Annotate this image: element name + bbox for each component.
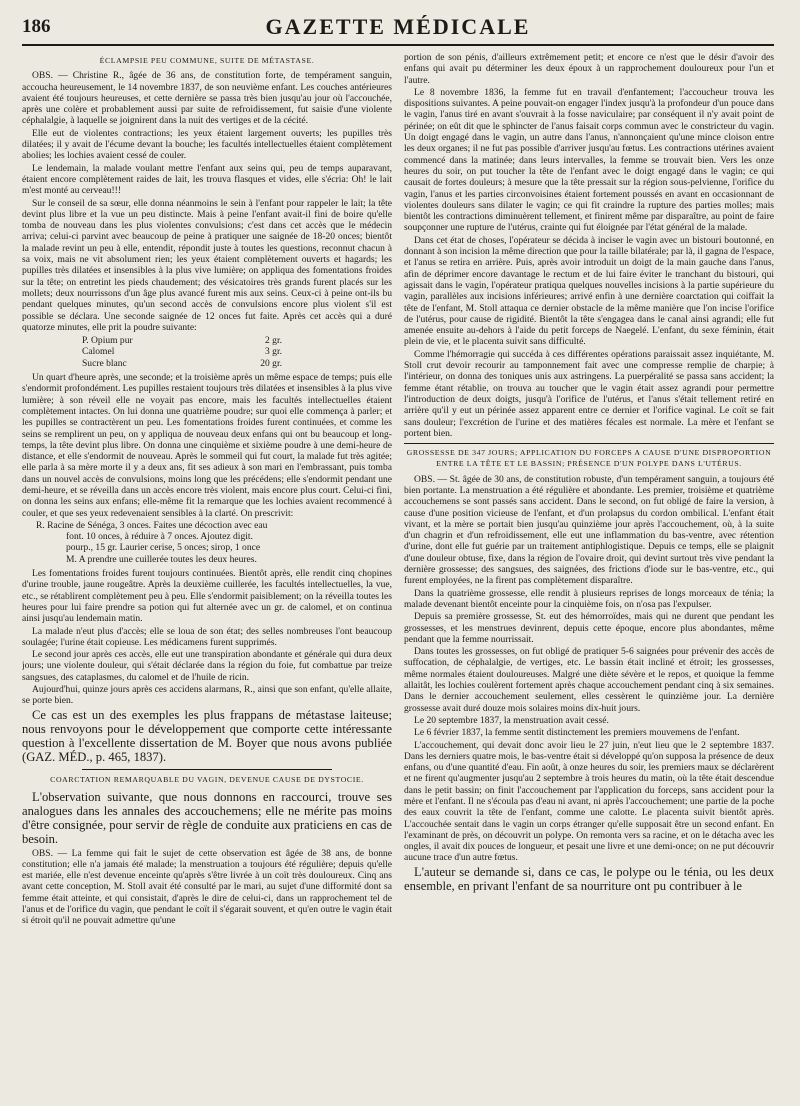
paragraph: Le second jour après ces accès, elle eut une transpiration abondante et générale qui dura deux jours; une violente douleur, qui s'était déclarée dans la région du foie, fut combattue par treize sangsues, des cataplasmes, du calomel et de l'huile de ricin.: [22, 649, 392, 683]
prescription-decoction: [36, 520, 392, 565]
prescription-row: [82, 358, 282, 369]
paragraph: Dans la quatrième grossesse, elle rendit à plusieurs reprises de longs morceaux de ténia; la malade devenant bientôt enceinte pour la cinquième fois, on n'osa pas l'expulser.: [404, 587, 774, 610]
page-header: [22, 14, 774, 46]
paragraph: Le lendemain, la malade voulant mettre l'enfant aux seins qui, peu de temps auparavant, étaient encore complètement raides de lait, les trouva flasques et vides, elle s'écria: Oh! le lait m'est monté au cerveau!!!: [22, 162, 392, 197]
section-title-coarctation: COARCTATION REMARQUABLE DU VAGIN, DEVENUE CAUSE DE DYSTOCIE.: [50, 775, 364, 785]
editorial-note: Ce cas est un des exemples les plus frappans de métastase laiteuse; nous renvoyons pour le développement que comporte cette intéressante question à l'excellente dissertation de M. Boyer que nous avons publiée (GAZ. MÉD., p. 465, 1837).: [22, 707, 392, 765]
two-column-body: [22, 52, 774, 1104]
prescription-line: pourp., 15 gr. Laurier cerise, 5 onces; sirop, 1 once: [66, 542, 261, 554]
prescription-row: [82, 346, 282, 357]
section-title-eclampsie: ÉCLAMPSIE PEU COMMUNE, SUITE DE MÉTASTASE.: [99, 56, 315, 65]
prescription-row: [82, 335, 282, 346]
editorial-intro: L'observation suivante, que nous donnons en raccourci, trouve ses analogues dans les annales des accouchemens; elle ne mérite pas moins d'être consignée, pour servir de règle de conduite aux praticiens en cas de besoin.: [22, 789, 392, 847]
paragraph: portion de son pénis, d'ailleurs extrêmement petit; et encore ce n'est que le désir d'avoir des enfans qui avait pu déterminer les deux époux à un rapprochement douloureux pour l'un et l'autre.: [404, 52, 774, 86]
section-divider: [82, 769, 332, 770]
paragraph: Le 6 février 1837, la femme sentit distinctement les premiers mouvemens de l'enfant.: [414, 727, 740, 739]
drug-dose: 2 gr.: [265, 335, 282, 347]
paragraph: OBS. — St. âgée de 30 ans, de constitution robuste, d'un tempérament sanguin, a toujours été bien portante. La menstruation a été régulière et abondante. Les premier, troisième et quatrième accouchemens se sont passés sans accident. Dans le second, on fut obligé de faire la version, à cause d'une position vicieuse de l'enfant, et d'un prolapsus du cordon ombilical. L'enfant était vivant, et la mère se portait bien jusqu'au quinzième jour après l'accouchement, où, à la suite d'un chagrin et d'un refroidissement, elle eut une inflammation du bas-ventre, avec rétention d'urine, dont elle fut guérie par un traitement antiphlogistique. Depuis ce temps, elle se plaignit d'une douleur obtuse, fixe, dans la région de l'ovaire droit, qui devint surtout très vive pendant la dernière grossesse; des sangsues, des saignées, des frictions d'iode sur le bas-ventre, etc., qui furent employées, ne la firent pas complètement disparaître.: [404, 473, 774, 587]
journal-title: GAZETTE MÉDICALE: [265, 14, 531, 39]
paragraph: Elle eut de violentes contractions; les yeux étaient largement ouverts; les pupilles très dilatées; il y avait de l'écume devant la bouche; les facultés intellectuelles étaient complètement abolies; les lochies avaient cessé de couler.: [22, 127, 392, 162]
author-comment: L'auteur se demande si, dans ce cas, le polype ou le ténia, ou les deux ensemble, en privant l'enfant de sa nourriture ont pu contribuer à le: [404, 864, 774, 893]
paragraph: Un quart d'heure après, une seconde; et la troisième après un même espace de temps; puis elle s'endormit profondément. Les pupilles restaient toujours très dilatées et insensibles à la plus vive lumière; à son réveil elle ne voyait pas encore, mais les facultés intellectuelles étaient complètement intactes. On lui donna une quatrième poudre; sur quoi elle commença à parler; et les pupilles se contractèrent un peu. Les fomentations froides furent continuées, et comme les seins se remplirent un peu, on y appliqua de nouveau deux enfans qui ont bu beaucoup et long-temps, la tête devint plus libre. On donna une cinquième et sixième poudre à une demi-heure de distance, et elle s'endormit de nouveau. Après le sommeil qui fut court, la malade fut très agitée; elle parla à sa mère morte il y a deux ans, fit ses adieux à son mari en l'embrassant, puis tomba dans un nouvel accès de convulsions, moins long que les précédens; elle s'endormit pendant une demi-heure, et se réveilla dans un accès encore très violent, mais encore plus court. Celui-ci fini, on donna les seins aux enfans; elle-même fit la remarque que les lochies avaient recommencé à couler, et que ses yeux redevenaient sensibles à la clarté. On prescrivit:: [22, 372, 392, 519]
paragraph: La malade n'eut plus d'accès; elle se loua de son état; des selles nombreuses l'ont beaucoup soulagée; l'urine était copieuse. Les médicamens furent supprimés.: [22, 625, 392, 648]
prescription-line: font. 10 onces, à réduire à 7 onces. Ajoutez digit.: [66, 531, 253, 543]
prescription-line: R. Racine de Sénéga, 3 onces. Faites une décoction avec eau: [36, 519, 268, 531]
paragraph: OBS. — La femme qui fait le sujet de cette observation est âgée de 38 ans, de bonne constitution; elle n'a jamais été malade; la menstruation a toujours été régulière; depuis qu'elle est mariée, elle n'est devenue enceinte qu'après s'être livrée à un coït très douloureux. Cinq ans avant cette conception, M. Stoll avait été consulté par le mari, au sujet d'une difformité dont sa femme était atteinte, et qui consistait, d'après le dire de celui-ci, dans un rapprochement tel de l'anus et de l'orifice du vagin, que pendant le coït il s'égarait souvent, et qu'en outre le vagin était si étroit qu'il ne pouvait admettre qu'une: [22, 847, 392, 927]
paragraph: OBS. — Christine R., âgée de 36 ans, de constitution forte, de tempérament sanguin, accoucha heureusement, le 14 novembre 1837, de son neuvième enfant. Les couches antérieures avaient été toujours heureuses, et cette dernière se passa très bien jusqu'au jour où l'accouchée, après une colère et probablement aussi par suite de refroidissement, fut saisie d'une violente céphalalgie, à laquelle se joignirent dans la nuit des vertiges et de la cécité.: [22, 70, 392, 127]
prescription-powder: [82, 335, 392, 369]
paragraph: Le 8 novembre 1836, la femme fut en travail d'enfantement; l'accoucheur trouva les dispositions suivantes. A peine pouvait-on engager l'index jusqu'à la profondeur d'un pouce dans le vagin, l'anus tiré en avant s'ouvrait à la fosse naviculaire; par conséquent il n'y avait point de périnée; on eût dit que le sphincter de l'anus faisait corps commun avec le constricteur du vagin. Un doigt engagé dans le vagin, un autre dans l'anus, n'annonçaient qu'une mince cloison entre les deux organes; il ne fut pas possible d'arriver jusqu'au fœtus. Les contractions utérines avaient commencé dans la matinée; dans leurs intervalles, la femme se trouvait bien. Vers les onze heures du soir, on put toucher la tête de l'enfant avec le doigt engagé dans le vagin; ce qui causait de fortes douleurs; à mesure que la tête pressait sur la région sous-pelvienne, l'orifice du vagin, l'anus et les parties circonvoisines étaient fortement poussés en avant en occasionnant de violentes douleurs sans dilater le vagin; ce qui fit craindre la rupture des parties molles; mais bientôt les contractions diminuèrent tellement, et finirent même par disparaître, au point de faire soupçonner une rupture de l'utérus, crainte qui fut éloignée par l'état général de la malade.: [404, 86, 774, 234]
drug-name: P. Opium pur: [82, 335, 133, 347]
paragraph: Sur le conseil de sa sœur, elle donna néanmoins le sein à l'enfant pour rappeler le lait; la tête devint plus libre et la vue un peu distincte. Mais à peine l'enfant avait-il fini de boire qu'elle tomba de nouveau dans les plus violentes convulsions; c'est dans cet accès que le médecin arriva; celui-ci parvint avec beaucoup de peine à pratiquer une saignée de 18-20 onces; bientôt la malade revint un peu à elle, entendit, répondit juste à toutes les questions, reconnut chacun à sa voix, mais ne vit absolument rien; les yeux étaient complètement ouverts et hagards; les pupilles très dilatées et insensibles à la plus vive lumière; on appliqua des fomentations froides sur la tête; on entretint les pieds chaudement; des vésicatoires très grands furent placés sur les mollets; deux nourrissons d'un âge plus avancé furent mis aux seins. Ceux-ci à peine ont-ils bu pendant quelques minutes, qu'un second accès de convulsions encore plus violent s'il est possible se déclara. Une seconde saignée de 12 onces fut faite. Après cet accès qui a duré quatorze minutes, elle prit la poudre suivante:: [22, 197, 392, 333]
drug-dose: 3 gr.: [265, 346, 282, 358]
left-column: [22, 52, 392, 1104]
paragraph: Comme l'hémorragie qui succéda à ces différentes opérations paraissait assez inquiétante, M. Stoll crut devoir recourir au tamponnement fait avec une compresse remplie de charpie; à l'intérieur, on donna des toniques unis aux astringens. La puerpéralité se passa sans accident; la femme étant rétablie, on trouva au toucher que le vagin était assez agrandi pour permettre l'introduction de deux doigts, jusqu'à l'orifice de l'utérus, et l'anus s'était tellement retiré en arrière qu'il y eut un périnée assez apparent entre ce dernier et l'orifice vaginal. Le coït se fait sans douleur; l'excrétion de l'urine et des matières fécales est normale. La mère et l'enfant se portent bien.: [404, 348, 774, 439]
section-divider: [404, 443, 774, 444]
prescription-line: M. A prendre une cuillerée toutes les deux heures.: [66, 553, 257, 565]
paragraph: Dans cet état de choses, l'opérateur se décida à inciser le vagin avec un bistouri boutonné, en donnant à son incision la même direction que pour la taille bilatérale; par là, il gagna de l'espace, et l'anus se retira en arrière. Puis, après avoir introduit un doigt de la main gauche dans l'anus, afin de déprimer encore davantage le rectum et de lui faire éviter le tranchant du bistouri, qui agissait dans le vagin, l'opérateur pratiqua quelques nouvelles incisions à la partie supérieure du vagin, parallèles aux incisions inférieures; arrivé enfin à une dernière coarctation qui coiffait la tête de l'enfant, M. Stoll attaqua ce dernier obstacle de la même manière que l'on incise l'orifice de l'utérus, pour cause de rigidité. Bientôt la tête s'engagea dans le canal ainsi agrandi; elle fut amenée ensuite au-dehors à l'aide du petit forceps de Naegelé. L'enfant, du sexe féminin, était plein de vie, et le placenta suivit sans difficulté.: [404, 234, 774, 348]
page-number: 186: [22, 16, 51, 37]
section-title-grossesse: GROSSESSE DE 347 JOURS; APPLICATION DU FORCEPS A CAUSE D'UNE DISPROPORTION ENTRE LA TÊTE ET LE BASSIN; PRÉSENCE D'UN POLYPE DANS L'UTÉRUS.: [406, 448, 772, 469]
right-column: [404, 52, 774, 1104]
drug-name: Calomel: [82, 346, 115, 358]
paragraph: Dans toutes les grossesses, on fut obligé de pratiquer 5-6 saignées pour prévenir des accès de suffocation, de céphalalgie, de vertiges, etc. Le bassin était incliné et étroit; les grossesses, même normales étaient douloureuses. Malgré une diète sévère et le repos, et quoique la femme allaitât, les lochies coulèrent fortement après chaque accouchement pendant cinq à six semaines. Dans le dernier accouchement seulement, elles cessèrent le quinzième jour. La dernière grossesse avait duré douze mois solaires moins dix-huit jours.: [404, 646, 774, 714]
paragraph: Depuis sa première grossesse, St. eut des hémorroïdes, mais qui ne durent que pendant les grossesses, et les menstrues devinrent, depuis cette époque, encore plus abondantes, même pendant que la femme nourrissait.: [404, 611, 774, 645]
paragraph: Le 20 septembre 1837, la menstruation avait cessé.: [414, 714, 609, 726]
drug-dose: 20 gr.: [260, 357, 282, 369]
paragraph: Les fomentations froides furent toujours continuées. Bientôt après, elle rendit cinq chopines d'urine trouble, jaune rougeâtre. Après la deuxième cuillerée, les facultés intellectuelles, la vue, etc., se rétablirent complètement peu à peu. Elle s'endormit paisiblement; on la réveilla toutes les heures pour lui faire prendre sa potion qui fut alternée avec un gr. de calomel, et on continua ainsi jusqu'au lendemain matin.: [22, 568, 392, 625]
paragraph: L'accouchement, qui devait donc avoir lieu le 27 juin, n'eut lieu que le 2 septembre 1837. Dans les derniers quatre mois, le bas-ventre était si développé qu'on supposa la présence de deux enfans, ou d'une quantité d'eau. Fin août, à onze heures du soir, les premiers maux se déclarèrent et ne firent qu'augmenter jusqu'au 2 septembre à trois heures du matin, où la tête était descendue dans le petit bassin; on finit l'accouchement par l'application du forceps, sans accident pour la mère et l'enfant. Il ne s'écoula pas d'eau ni avant, ni après l'accouchement; une partie de la poche des eaux couvrit la tête de l'enfant, comme une calotte. Le placenta suivit bientôt après. L'accouchée sentait dans le vagin un corps étranger qu'elle supposait être un second enfant. En l'examinant de près, on découvrit un polype. On remonta vers sa racine, et on le détacha avec les ongles, il avait dix pouces de longueur, et pesait une livre et une demi-once; on ne put découvrir aucune trace d'un autre fœtus.: [404, 739, 774, 864]
paragraph: Aujourd'hui, quinze jours après ces accidens alarmans, R., ainsi que son enfant, qu'elle allaite, se porte bien.: [22, 684, 392, 707]
drug-name: Sucre blanc: [82, 357, 127, 369]
